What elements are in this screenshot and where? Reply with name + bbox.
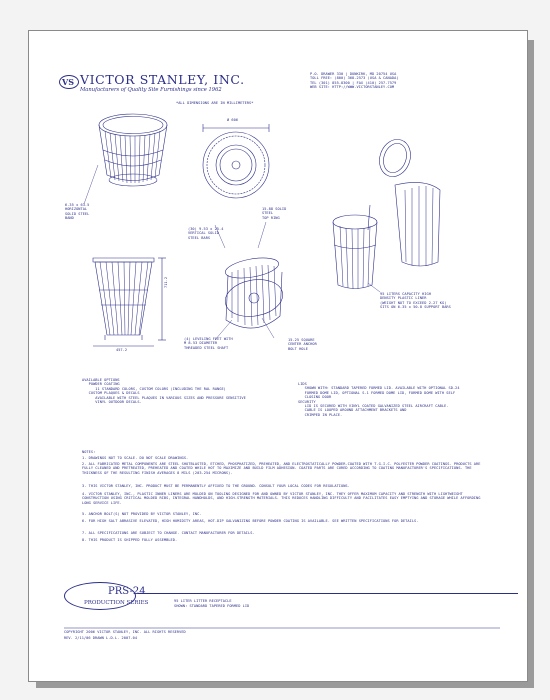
note-item: 3. THIS VICTOR STANLEY, INC. PRODUCT MUST BE PERMANENTLY AFFIXED TO THE GROUND. CONSULT YOUR LOCAL CODES FOR REGULATIONS. bbox=[82, 484, 350, 488]
option-line: POWDER COATING bbox=[82, 382, 120, 387]
bars-label bbox=[188, 227, 223, 240]
liner-label bbox=[380, 292, 451, 310]
note-item: 7. ALL SPECIFICATIONS ARE SUBJECT TO CHANGE. CONTACT MANUFACTURER FOR DETAILS. bbox=[82, 531, 255, 535]
option-line: SECURITY bbox=[298, 399, 316, 404]
company-name: VICTOR STANLEY, INC. bbox=[80, 72, 245, 87]
anchor-hole-line: BOLT HOLE bbox=[288, 346, 308, 351]
option-line: FORMED DOME LID, OPTIONAL S-1 FORMED DOME LID, FORMED DOME WITH SELF bbox=[298, 390, 456, 395]
contact-line: P.O. DRAWER 330 | DUNKIRK, MD 20754 USA bbox=[310, 72, 397, 76]
diameter-label: Ø 606 bbox=[227, 118, 239, 122]
company-tagline: Manufacturers of Quality Site Furnishings since 1962 bbox=[80, 87, 222, 93]
dimensions-note: *ALL DIMENSIONS ARE IN MILLIMETERS* bbox=[176, 101, 254, 105]
contact-line: WEB SITE: HTTP://WWW.VICTORSTANLEY.COM bbox=[310, 85, 395, 90]
note-item: 2. ALL FABRICATED METAL COMPONENTS ARE STEEL SHOTBLASTED, ETCHED, PHOSPHATIZED, PREHEATED, AND ELECTROSTATICALLY POWDER-COATED WITH T.G.I.C. POLYESTER POWDER COATINGS. PRODUCTS ARE FULLY CLEANED AND PRETREATED, PREHEATED AND COATED WHILE HOT TO MAXIMIZE AND BUILD FILM ADHESION. COATED PARTS ARE CURED ACCORDING TO COATING MANUFACTURER'S SPECIFICATIONS. THE THICKNESS OF THE RESULTING FINISH AVERAGES 8 MILS (203-254 MICRONS). bbox=[82, 462, 481, 475]
bottom-view-icon bbox=[222, 254, 285, 328]
title-block-rule bbox=[138, 593, 518, 594]
product-description: 95 LITER LITTER RECEPTACLE bbox=[174, 599, 232, 603]
logo-letters: VS bbox=[62, 77, 74, 87]
option-line: AVAILABLE WITH STEEL PLAQUES IN VARIOUS SIZES AND PRESSURE SENSITIVE bbox=[82, 395, 246, 400]
height-label: 711.2 bbox=[164, 276, 168, 288]
liner-line: (WEIGHT NOT TO EXCEED 2.27 KG) bbox=[380, 300, 447, 305]
note-item: 5. ANCHOR BOLT(S) NOT PROVIDED BY VICTOR STANLEY, INC. bbox=[82, 512, 202, 516]
series-name: PRODUCTION SERIES bbox=[84, 600, 149, 606]
leveling-feet-line: (4) LEVELING FEET WITH bbox=[184, 337, 233, 341]
leveling-feet-line: M 8.53 DIAMETER bbox=[184, 341, 218, 346]
option-line: LIDS bbox=[298, 382, 307, 386]
band-line: SOLID STEEL bbox=[65, 211, 90, 216]
note-item: 6. FOR HIGH SALT ABRASIVE ELEVATED, HIGH HUMIDITY AREAS, HOT-DIP GALVANIZING BEFORE POWDER COATING IS AVAILABLE. SEE WRITTEN SPECIFICATIONS FOR DETAILS. bbox=[82, 519, 419, 523]
option-line: SHOWN WITH: STANDARD TAPERED FORMED LID. AVAILABLE WITH OPTIONAL SD-24 bbox=[298, 386, 460, 391]
option-line: 11 STANDARD COLORS, CUSTOM COLORS (INCLUDING THE RAL RANGE) bbox=[82, 386, 226, 391]
liner-line: DENSITY PLASTIC LINER bbox=[380, 296, 427, 301]
bars-line: VERTICAL SOLID bbox=[188, 231, 219, 236]
leveling-feet-line: THREADED STEEL SHAFT bbox=[184, 345, 229, 350]
perspective-view-icon bbox=[99, 114, 167, 186]
anchor-hole-label bbox=[288, 338, 317, 351]
liner-line: 95 LITERS CAPACITY HIGH bbox=[380, 292, 431, 296]
top-ring-line: 15.88 SOLID bbox=[262, 207, 287, 211]
copyright: COPYRIGHT 2006 VICTOR STANLEY, INC. ALL RIGHTS RESERVED bbox=[64, 630, 186, 634]
options-left bbox=[82, 378, 246, 404]
plan-view-icon bbox=[203, 124, 269, 198]
notes-title: NOTES: bbox=[82, 450, 96, 454]
band-line: HORIZONTAL bbox=[65, 207, 88, 212]
anchor-hole-line: CENTER ANCHOR bbox=[288, 342, 317, 347]
option-line: CABLE IS LOOPED AROUND ATTACHMENT BRACKETS AND bbox=[298, 408, 407, 413]
liner-line: SITS ON 6.35 x 50.8 SUPPORT BARS bbox=[380, 305, 451, 310]
option-line: AVAILABLE OPTIONS bbox=[82, 378, 120, 382]
band-label bbox=[65, 203, 89, 221]
top-ring-label bbox=[262, 207, 286, 220]
option-line: VINYL OUTDOOR DECALS. bbox=[82, 400, 142, 405]
option-line: CRIMPED IN PLACE. bbox=[298, 412, 343, 417]
anchor-hole-line: 15.25 SQUARE bbox=[288, 338, 315, 342]
note-item: 8. THIS PRODUCT IS SHIPPED FULLY ASSEMBLED. bbox=[82, 538, 178, 542]
option-line: CLOSING DOOR bbox=[298, 395, 332, 400]
front-elevation-icon bbox=[93, 258, 166, 346]
band-line: BAND bbox=[65, 216, 74, 221]
exploded-view-icon bbox=[333, 135, 440, 289]
note-item: 4. VICTOR STANLEY, INC., PLASTIC INNER LINERS ARE MOLDED ON TOOLING DESIGNED FOR AND OWNED BY VICTOR STANLEY, INC. THEY OFFER MAXIMUM CAPACITY AND STRENGTH WITH LIGHTWEIGHT CONSTRUCTION USING CRITICAL MOLDED RIBS, INTEGRAL HANDHOLDS, AND HIGH-STRENGTH MATERIALS. THIS REDUCES HANDLING DIFFICULTY AND FACILITATES EASY EMPTYING AND STORAGE WHILE AFFORDING LONG SERVICE LIFE. bbox=[82, 492, 481, 505]
options-right bbox=[298, 382, 460, 417]
band-line: 6.35 x 63.5 bbox=[65, 203, 90, 207]
top-ring-line: STEEL bbox=[262, 211, 274, 216]
shown-note: SHOWN: STANDARD TAPERED FORMED LID bbox=[174, 604, 250, 608]
contact-line: TOLL FREE: (800) 368-2573 (USA & CANADA) bbox=[310, 76, 399, 81]
leveling-feet-label bbox=[184, 337, 233, 350]
option-line: CUSTOM PLAQUES & DECALS bbox=[82, 391, 140, 396]
bars-line: STEEL BARS bbox=[188, 235, 211, 240]
model-number: PRS-24 bbox=[108, 586, 146, 597]
note-item: 1. DRAWINGS NOT TO SCALE. DO NOT SCALE DRAWINGS. bbox=[82, 456, 189, 460]
revision: REV. 2/11/06 DRAWN L.D.L. 2007-04 bbox=[64, 636, 138, 640]
top-ring-line: TOP RING bbox=[262, 215, 280, 220]
bars-line: (30) 9.53 x 25.4 bbox=[188, 227, 224, 231]
base-width-label: 457.2 bbox=[116, 348, 128, 352]
contact-line: TEL (301) 855-8300 | FAX (410) 257-7579 bbox=[310, 80, 397, 85]
option-line: LID IS SECURED WITH VINYL COATED GALVANIZED STEEL AIRCRAFT CABLE. bbox=[298, 404, 449, 409]
